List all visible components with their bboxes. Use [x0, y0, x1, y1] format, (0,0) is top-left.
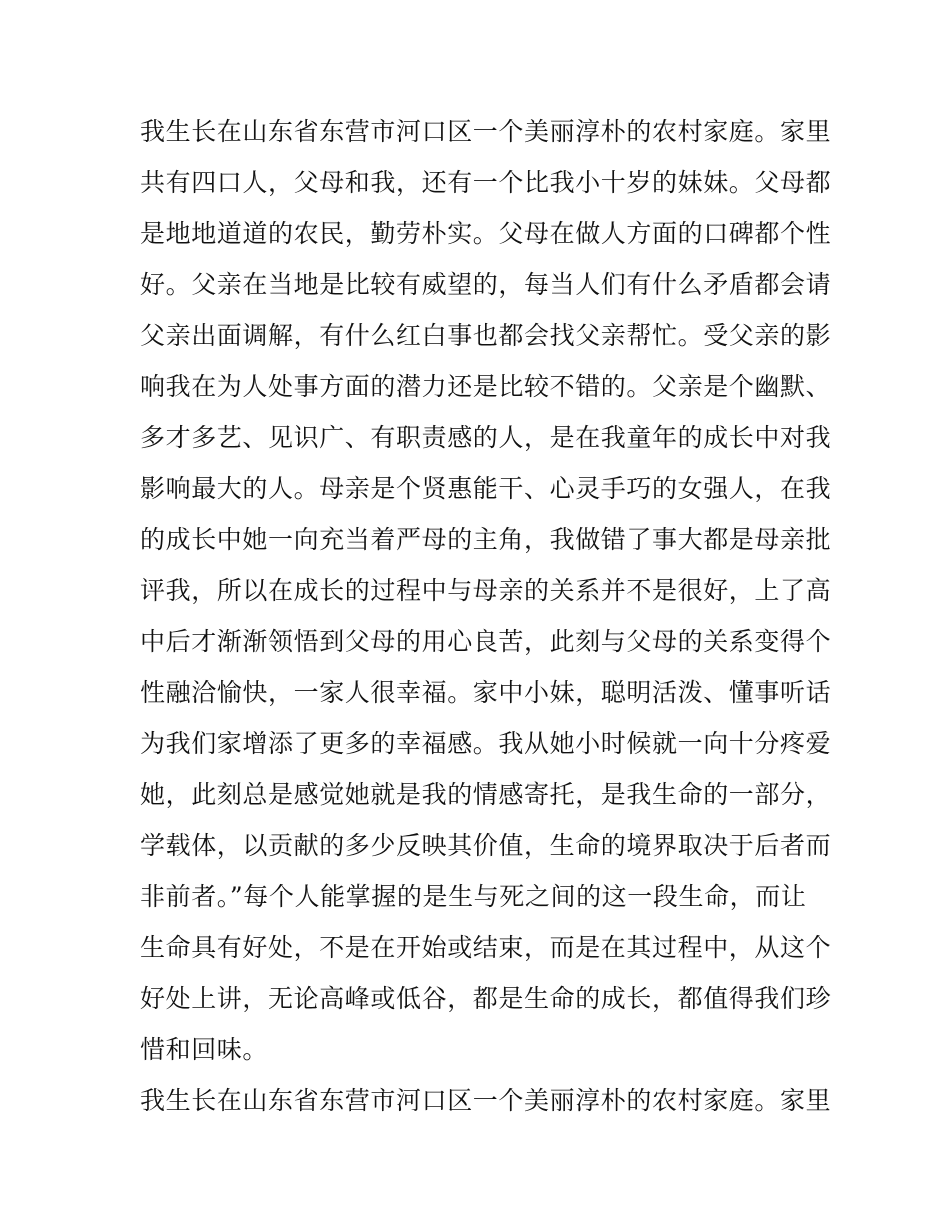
text-line: 学载体，以贡献的多少反映其价值，生命的境界取决于后者而 [140, 831, 832, 860]
text-line: 是地地道道的农民，勤劳朴实。父母在做人方面的口碑都个性 [140, 219, 832, 248]
text-line: 中后才渐渐领悟到父母的用心良苦，此刻与父母的关系变得个 [140, 627, 832, 656]
text-line: 影响最大的人。母亲是个贤惠能干、心灵手巧的女强人，在我 [140, 474, 832, 503]
text-line: 父亲出面调解，有什么红白事也都会找父亲帮忙。受父亲的影 [140, 321, 832, 350]
text-line: 我生长在山东省东营市河口区一个美丽淳朴的农村家庭。家里 [140, 117, 832, 146]
text-line: 为我们家增添了更多的幸福感。我从她小时候就一向十分疼爱 [140, 729, 832, 758]
text-line: 她，此刻总是感觉她就是我的情感寄托，是我生命的一部分， [140, 780, 832, 809]
text-line: 共有四口人，父母和我，还有一个比我小十岁的妹妹。父母都 [140, 168, 832, 197]
body-text [140, 106, 832, 1126]
text-line: 评我，所以在成长的过程中与母亲的关系并不是很好，上了高 [140, 576, 832, 605]
text-line: 好。父亲在当地是比较有威望的，每当人们有什么矛盾都会请 [140, 270, 832, 299]
text-line: 非前者。”每个人能掌握的是生与死之间的这一段生命，而让 [140, 882, 807, 911]
text-line: 响我在为人处事方面的潜力还是比较不错的。父亲是个幽默、 [140, 372, 832, 401]
text-line: 性融洽愉快，一家人很幸福。家中小妹，聪明活泼、懂事听话 [140, 678, 832, 707]
text-line: 多才多艺、见识广、有职责感的人，是在我童年的成长中对我 [140, 423, 832, 452]
text-line: 惜和回味。 [140, 1035, 269, 1064]
text-line: 生命具有好处，不是在开始或结束，而是在其过程中，从这个 [140, 933, 832, 962]
text-line: 好处上讲，无论高峰或低谷，都是生命的成长，都值得我们珍 [140, 984, 832, 1013]
text-line: 我生长在山东省东营市河口区一个美丽淳朴的农村家庭。家里 [140, 1086, 832, 1115]
text-line: 的成长中她一向充当着严母的主角，我做错了事大都是母亲批 [140, 525, 832, 554]
